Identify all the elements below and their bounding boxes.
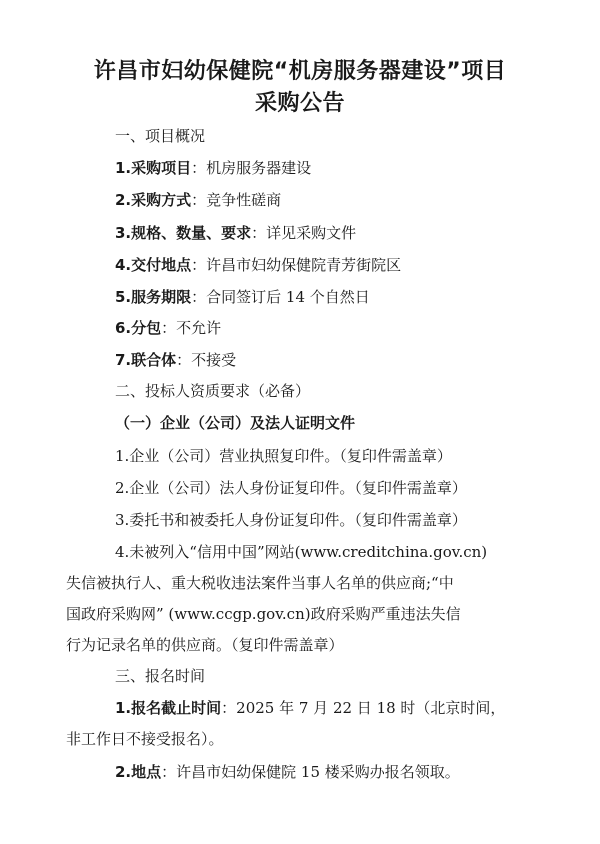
overview-item-specifications: [115, 223, 356, 243]
item-separator: ：: [176, 351, 192, 369]
overview-item-procurement-project: [115, 158, 311, 178]
registration-deadline: [115, 698, 505, 718]
subsection-heading-company-documents: （一）企业（公司）及法人证明文件: [115, 414, 356, 432]
overview-item-service-period: [115, 287, 370, 307]
item-separator: ：: [161, 319, 177, 337]
section-heading-registration-time: 三、报名时间: [115, 667, 206, 685]
item-label: 1.采购项目: [115, 159, 192, 177]
qualification-item-4-line-2: 失信被执行人、重大税收违法案件当事人名单的供应商;“中: [66, 574, 454, 592]
item-label: 7.联合体: [115, 351, 177, 369]
item-value: 许昌市妇幼保健院青芳街院区: [206, 256, 402, 274]
item-value: 不接受: [191, 351, 237, 369]
overview-item-subcontracting: [115, 318, 221, 338]
overview-item-procurement-method: [115, 190, 281, 210]
item-separator: ：: [191, 256, 207, 274]
item-value: 机房服务器建设: [206, 159, 312, 177]
section-heading-overview: 一、项目概况: [115, 127, 206, 145]
location-separator: ：: [161, 763, 177, 781]
qualification-item: 2.企业（公司）法人身份证复印件。（复印件需盖章）: [115, 479, 467, 497]
deadline-separator: ：: [221, 699, 237, 717]
section-heading-qualifications: 二、投标人资质要求（必备）: [115, 382, 311, 400]
item-label: 2.采购方式: [115, 191, 192, 209]
registration-location: [115, 762, 460, 782]
qualification-item-4-line-3: 国政府采购网” (www.ccgp.gov.cn)政府采购严重违法失信: [66, 605, 461, 623]
item-value: 详见采购文件: [266, 224, 357, 242]
deadline-value: 2025 年 7 月 22 日 18 时（北京时间，: [236, 699, 506, 717]
deadline-label: 1.报名截止时间: [115, 699, 222, 717]
location-label: 2.地点: [115, 763, 162, 781]
overview-item-delivery-location: [115, 255, 401, 275]
item-label: 4.交付地点: [115, 256, 192, 274]
registration-deadline-continuation: 非工作日不接受报名）。: [66, 730, 224, 748]
item-label: 5.服务期限: [115, 288, 192, 306]
qualification-item-4-line-1: 4.未被列入“信用中国”网站(www.creditchina.gov.cn): [115, 543, 488, 561]
qualification-item-4-line-4: 行为记录名单的供应商。（复印件需盖章）: [66, 636, 344, 654]
qualification-item: 1.企业（公司）营业执照复印件。（复印件需盖章）: [115, 447, 452, 465]
item-separator: ：: [251, 224, 267, 242]
item-value: 竞争性磋商: [206, 191, 282, 209]
location-value: 许昌市妇幼保健院 15 楼采购办报名领取。: [176, 763, 460, 781]
qualification-item: 3.委托书和被委托人身份证复印件。（复印件需盖章）: [115, 511, 467, 529]
item-value: 合同签订后 14 个自然日: [206, 288, 370, 306]
document-title-line-1: 许昌市妇幼保健院“机房服务器建设”项目: [93, 59, 507, 84]
overview-item-consortium: [115, 350, 236, 370]
document-title-line-2: 采购公告: [254, 91, 345, 116]
item-separator: ：: [191, 191, 207, 209]
item-value: 不允许: [176, 319, 222, 337]
item-label: 3.规格、数量、要求: [115, 224, 252, 242]
item-separator: ：: [191, 288, 207, 306]
item-separator: ：: [191, 159, 207, 177]
item-label: 6.分包: [115, 319, 162, 337]
